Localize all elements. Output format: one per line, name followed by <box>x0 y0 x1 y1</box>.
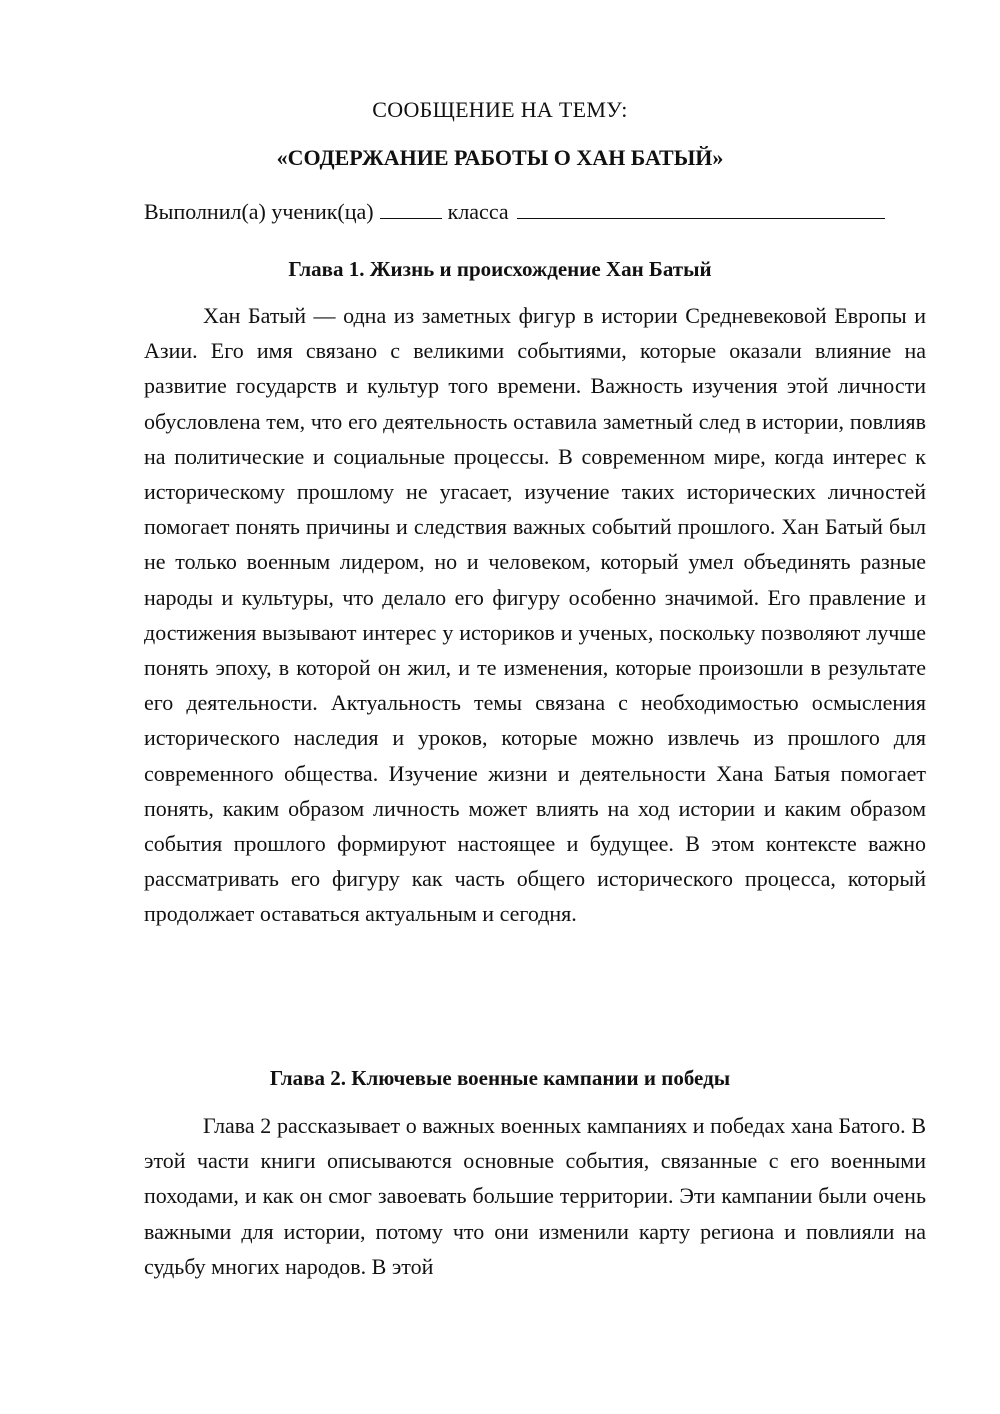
class-blank-field[interactable] <box>517 198 885 219</box>
grade-blank-field[interactable] <box>380 198 442 219</box>
author-prefix: Выполнил(а) ученик(ца) <box>144 199 374 224</box>
document-title-topic: «СОДЕРЖАНИЕ РАБОТЫ О ХАН БАТЫЙ» <box>276 145 724 170</box>
author-line <box>144 198 885 226</box>
chapter-1-heading: Глава 1. Жизнь и происхождение Хан Батый <box>288 257 712 281</box>
chapter-1-paragraph: Хан Батый — одна из заметных фигур в истории Средневековой Европы и Азии. Его имя связано с великими событиями, которые оказали влияние на развитие государств и культур того времени. Важность изучения этой личности обусловлена тем, что его деятельность оставила заметный след в истории, повлияв на политические и социальные процессы. В современном мире, когда интерес к историческому прошлому не угасает, изучение таких исторических личностей помогает понять причины и следствия важных событий прошлого. Хан Батый был не только военным лидером, но и человеком, который умел объединять разные народы и культуры, что делало его фигуру особенно значимой. Его правление и достижения вызывают интерес у историков и ученых, поскольку позволяют лучше понять эпоху, в которой он жил, и те изменения, которые произошли в результате его деятельности. Актуальность темы связана с необходимостью осмысления исторического наследия и уроков, которые можно извлечь из прошлого для современного общества. Изучение жизни и деятельности Хана Батыя помогает понять, каким образом личность может влиять на ход истории и каким образом события прошлого формируют настоящее и будущее. В этом контексте важно рассматривать его фигуру как часть общего исторического процесса, который продолжает оставаться актуальным и сегодня. <box>144 303 926 927</box>
class-word: класса <box>447 199 509 224</box>
chapter-2-paragraph: Глава 2 рассказывает о важных военных кампаниях и победах хана Батого. В этой части книги описываются основные события, связанные с его военными походами, и как он смог завоевать большие территории. Эти кампании были очень важными для истории, потому что они изменили карту региона и повлияли на судьбу многих народов. В этой <box>144 1113 926 1279</box>
chapter-2-heading: Глава 2. Ключевые военные кампании и победы <box>269 1066 731 1090</box>
document-title-line1: СООБЩЕНИЕ НА ТЕМУ: <box>372 97 628 122</box>
